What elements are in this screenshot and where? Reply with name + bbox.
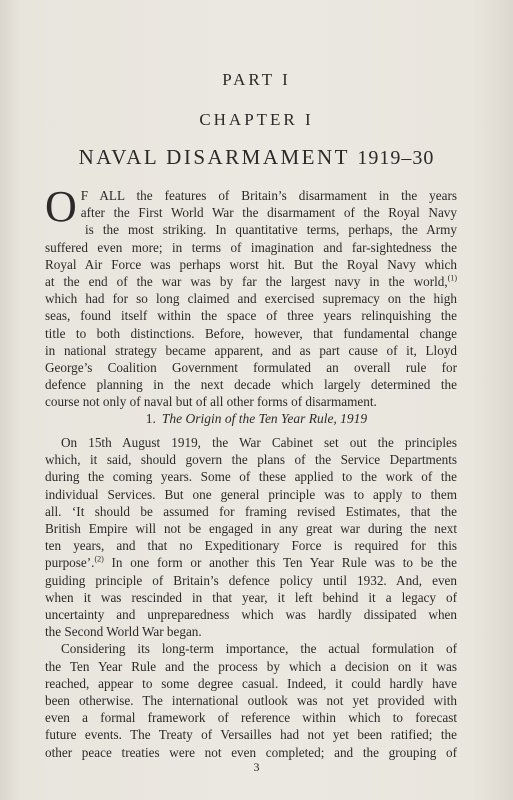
text-line: individual Services. But one general principle was to apply to them	[45, 486, 457, 502]
chapter-title-text: NAVAL DISARMAMENT	[78, 145, 350, 169]
text-line: defence planning in the next decade which largely determined the	[45, 377, 457, 393]
text-line: other peace treaties were not even completed; and the grouping of	[45, 744, 457, 760]
body-paragraphs	[45, 434, 457, 761]
text-line: On 15th August 1919, the War Cabinet set out the principles	[61, 435, 457, 450]
text-line: all. ‘It should be assumed for framing revised Estimates, that the	[45, 503, 457, 519]
footnote-ref: (2)	[94, 555, 104, 565]
drop-cap: O	[45, 182, 77, 231]
text-line: ten years, and that no Expeditionary Force is required for this	[45, 538, 457, 554]
intro-paragraph	[45, 182, 457, 411]
text-line: F ALL the features of Britain’s disarmament in the years	[80, 188, 457, 203]
text-line	[45, 273, 457, 290]
text-line: suffered even more; in terms of imagination and far-sightedness the	[45, 239, 457, 255]
text-line: Royal Air Force was perhaps worst hit. But the Royal Navy which	[45, 256, 457, 272]
text-line: which had for so long claimed and exercised supremacy on the high	[45, 291, 457, 307]
section-heading	[0, 411, 513, 427]
text-line: George’s Coalition Government formulated an overall rule for	[45, 360, 457, 376]
page-number: 3	[253, 760, 260, 774]
chapter-title-years: 1919–30	[357, 147, 435, 169]
text-line: the Ten Year Rule and the process by which a decision on it was	[45, 658, 457, 674]
text-line: is the most striking. In quantitative terms, perhaps, the Army	[85, 222, 457, 238]
chapter-heading: CHAPTER I	[199, 110, 314, 129]
text-line: been otherwise. The international outlook was not yet provided with	[45, 693, 457, 709]
text-line: guiding principle of Britain’s defence policy until 1932. And, even	[45, 572, 457, 588]
text-line: in national strategy became apparent, and as part cause of it, Lloyd	[45, 342, 457, 358]
text-line: after the First World War the disarmament of the Royal Navy	[80, 205, 457, 221]
part-heading: PART I	[222, 70, 291, 89]
text-line: the Second World War began.	[45, 624, 202, 640]
text-line-part: purpose’.	[45, 555, 95, 571]
text-line: uncertainty and unpreparedness which was hardly dissipated when	[45, 607, 457, 623]
text-line	[45, 554, 457, 571]
text-line: course not only of naval but of all other forms of disarmament.	[45, 394, 377, 410]
text-line: which, it said, should govern the plans of the Service Departments	[45, 452, 457, 468]
text-line: British Empire will not be engaged in any great war during the next	[45, 521, 457, 537]
text-line: when it was rescinded in that year, it left behind it a legacy of	[45, 589, 457, 605]
chapter-title	[0, 145, 513, 170]
text-line: title to both distinctions. Before, however, that fundamental change	[45, 325, 457, 341]
text-line: during the coming years. Some of these applied to the work of the	[45, 469, 457, 485]
text-line-part: In one form or another this Ten Year Rule was to be the	[103, 555, 457, 571]
text-line-part: at the end of the war was by far the largest navy in the world,	[45, 274, 448, 290]
section-number: 1.	[145, 411, 156, 426]
section-title: The Origin of the Ten Year Rule, 1919	[161, 411, 368, 426]
text-line: future events. The Treaty of Versailles had not yet been ratified; the	[45, 727, 457, 743]
footnote-ref: (1)	[447, 273, 457, 283]
text-line: even a formal framework of reference within which to forecast	[45, 710, 457, 726]
text-line: reached, appear to some degree casual. Indeed, it could hardly have	[45, 675, 457, 691]
text-line: seas, found itself within the space of three years relinquishing the	[45, 308, 457, 324]
text-line: Considering its long-term importance, the actual formulation of	[61, 641, 457, 657]
